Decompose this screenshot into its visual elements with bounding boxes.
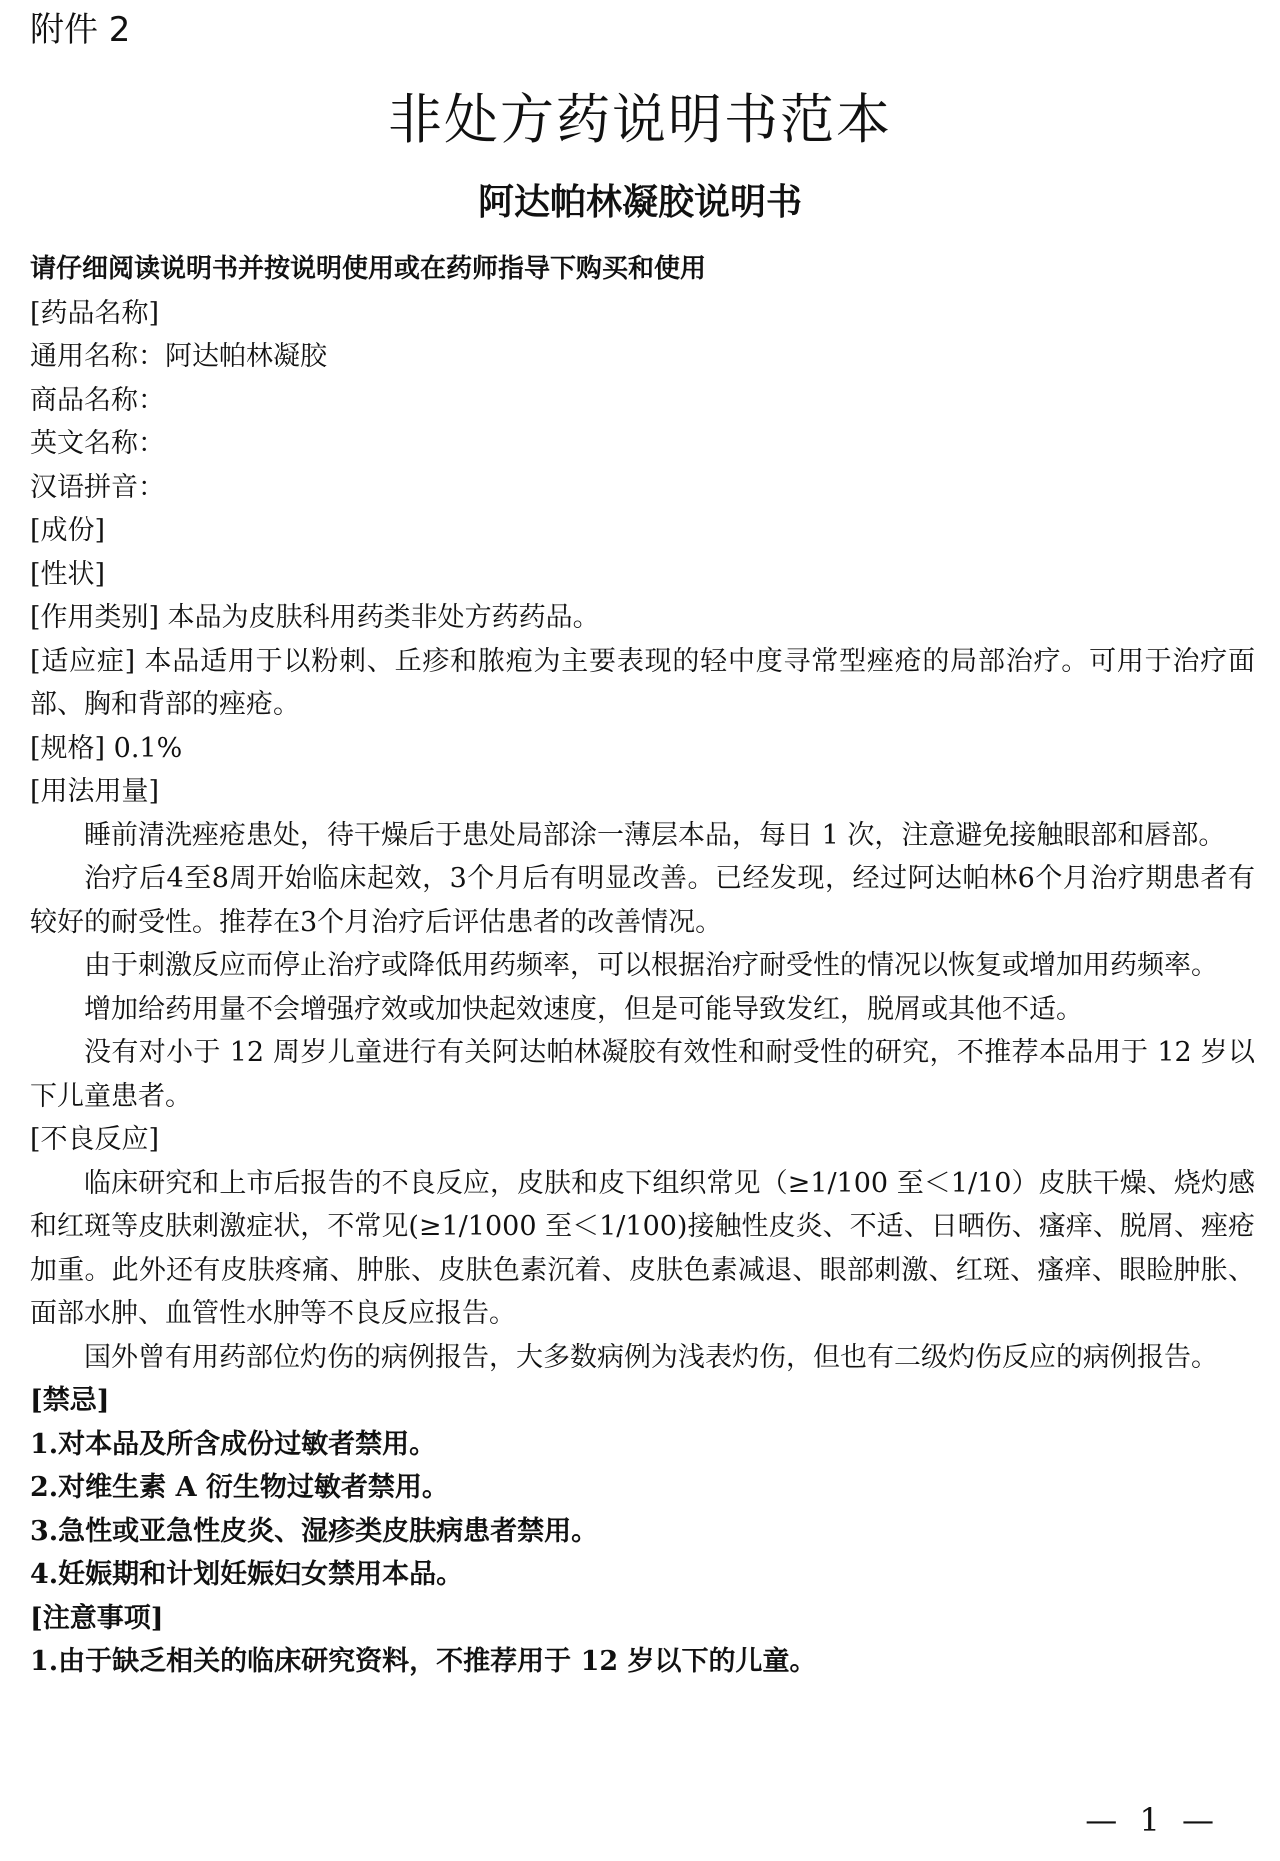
usage-heading: [用法用量]	[30, 776, 160, 807]
contraindication-item: 3.急性或亚急性皮炎、湿疹类皮肤病患者禁用。	[30, 1515, 599, 1547]
page-title: 非处方药说明书范本	[388, 88, 892, 151]
warning-notice: 请仔细阅读说明书并按说明使用或在药师指导下购买和使用	[30, 254, 707, 284]
contraindication-item: 4.妊娠期和计划妊娠妇女禁用本品。	[30, 1559, 464, 1590]
contraindication-item: 1.对本品及所含成份过敏者禁用。	[30, 1428, 437, 1460]
usage-paragraph: 由于刺激反应而停止治疗或降低用药频率，可以根据治疗耐受性的情况以恢复或增加用药频率。	[84, 950, 1218, 981]
adverse-paragraph: 临床研究和上市后报告的不良反应，皮肤和皮下组织常见（≥1/100 至＜1/10）皮肤干燥、烧灼感和红斑等皮肤刺激症状，不常见(≥1/1000 至＜1/100)接触性皮炎、不适、日晒伤、瘙痒、脱屑、痤疮加重。此外还有皮肤疼痛、肿胀、皮肤色素沉着、皮肤色素减退、眼部刺激、红斑、瘙痒、眼睑肿胀、面部水肿、血管性水肿等不良反应报告。	[30, 1167, 1255, 1329]
document-body	[30, 248, 1255, 1684]
specification-section: [规格] 0.1%	[30, 732, 183, 764]
drug-name-heading: [药品名称]	[30, 297, 160, 329]
document-subtitle: 阿达帕林凝胶说明书	[477, 182, 802, 223]
ingredients-heading: [成份]	[30, 515, 106, 546]
contraindications-heading: [禁忌]	[30, 1385, 110, 1416]
usage-paragraph: 睡前清洗痤疮患处，待干燥后于患处局部涂一薄层本品，每日 1 次，注意避免接触眼部和唇部。	[84, 819, 1226, 851]
indications-section: [适应症] 本品适用于以粉刺、丘疹和脓疱为主要表现的轻中度寻常型痤疮的局部治疗。可用于治疗面部、胸和背部的痤疮。	[30, 645, 1255, 720]
english-name: 英文名称：	[30, 428, 165, 459]
adverse-paragraph: 国外曾有用药部位灼伤的病例报告，大多数病例为浅表灼伤，但也有二级灼伤反应的病例报告。	[84, 1341, 1218, 1373]
trade-name: 商品名称：	[30, 384, 165, 416]
pinyin-name: 汉语拼音：	[30, 471, 165, 503]
adverse-heading: [不良反应]	[30, 1124, 160, 1155]
precaution-item: 1.由于缺乏相关的临床研究资料，不推荐用于 12 岁以下的儿童。	[30, 1646, 817, 1677]
appearance-heading: [性状]	[30, 558, 106, 590]
usage-paragraph: 没有对小于 12 周岁儿童进行有关阿达帕林凝胶有效性和耐受性的研究，不推荐本品用于 12 岁以下儿童患者。	[30, 1037, 1255, 1112]
category-section: [作用类别] 本品为皮肤科用药类非处方药药品。	[30, 602, 600, 633]
contraindication-item: 2.对维生素 A 衍生物过敏者禁用。	[30, 1472, 449, 1503]
attachment-label: 附件 2	[30, 10, 131, 50]
precautions-heading: [注意事项]	[30, 1602, 164, 1634]
page-number: — 1 —	[1085, 1801, 1220, 1839]
usage-paragraph: 治疗后4至8周开始临床起效，3个月后有明显改善。已经发现，经过阿达帕林6个月治疗期患者有较好的耐受性。推荐在3个月治疗后评估患者的改善情况。	[30, 863, 1255, 938]
generic-name: 通用名称：阿达帕林凝胶	[30, 341, 327, 372]
usage-paragraph: 增加给药用量不会增强疗效或加快起效速度，但是可能导致发红，脱屑或其他不适。	[84, 993, 1083, 1025]
